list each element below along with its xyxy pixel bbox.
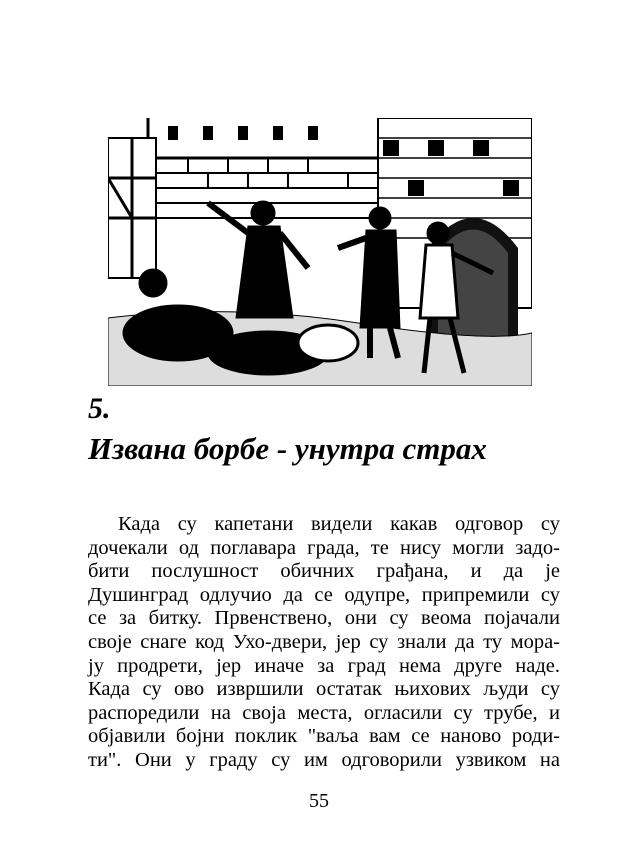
body-line: ју продрети, јер иначе за град нема друге наде. — [88, 654, 560, 677]
body-line: Када су ово извршили остатак њихових људи су — [88, 678, 560, 701]
body-line: бити послушност обичних грађана, и да је — [88, 560, 560, 583]
chapter-number: 5. — [88, 392, 111, 425]
body-line: објавили бојни поклик "ваља вам се наново роди- — [88, 725, 560, 748]
body-line: дочекали од поглавара града, те нису могли задо- — [88, 536, 560, 559]
body-line: Душинград одлучио да се одупре, припремили су — [88, 583, 560, 606]
body-line: своје снаге код Ухо-двери, јер су знали да ту мора- — [88, 630, 560, 653]
body-line: Када су капетани видели какав одговор су — [118, 513, 560, 535]
body-line: распоредили на своја места, огласили су трубе, и — [88, 701, 560, 724]
body-line: ти". Они у граду су им одговорили узвиком на — [88, 748, 560, 771]
chapter-body-text — [88, 513, 560, 773]
chapter-illustration — [108, 118, 532, 386]
chapter-title: Извана борбе - унутра страх — [88, 431, 487, 466]
page-number: 55 — [309, 790, 329, 812]
battle-scene-engraving — [108, 118, 532, 386]
body-line: се за битку. Првенствено, они су веома појачали — [88, 607, 560, 630]
